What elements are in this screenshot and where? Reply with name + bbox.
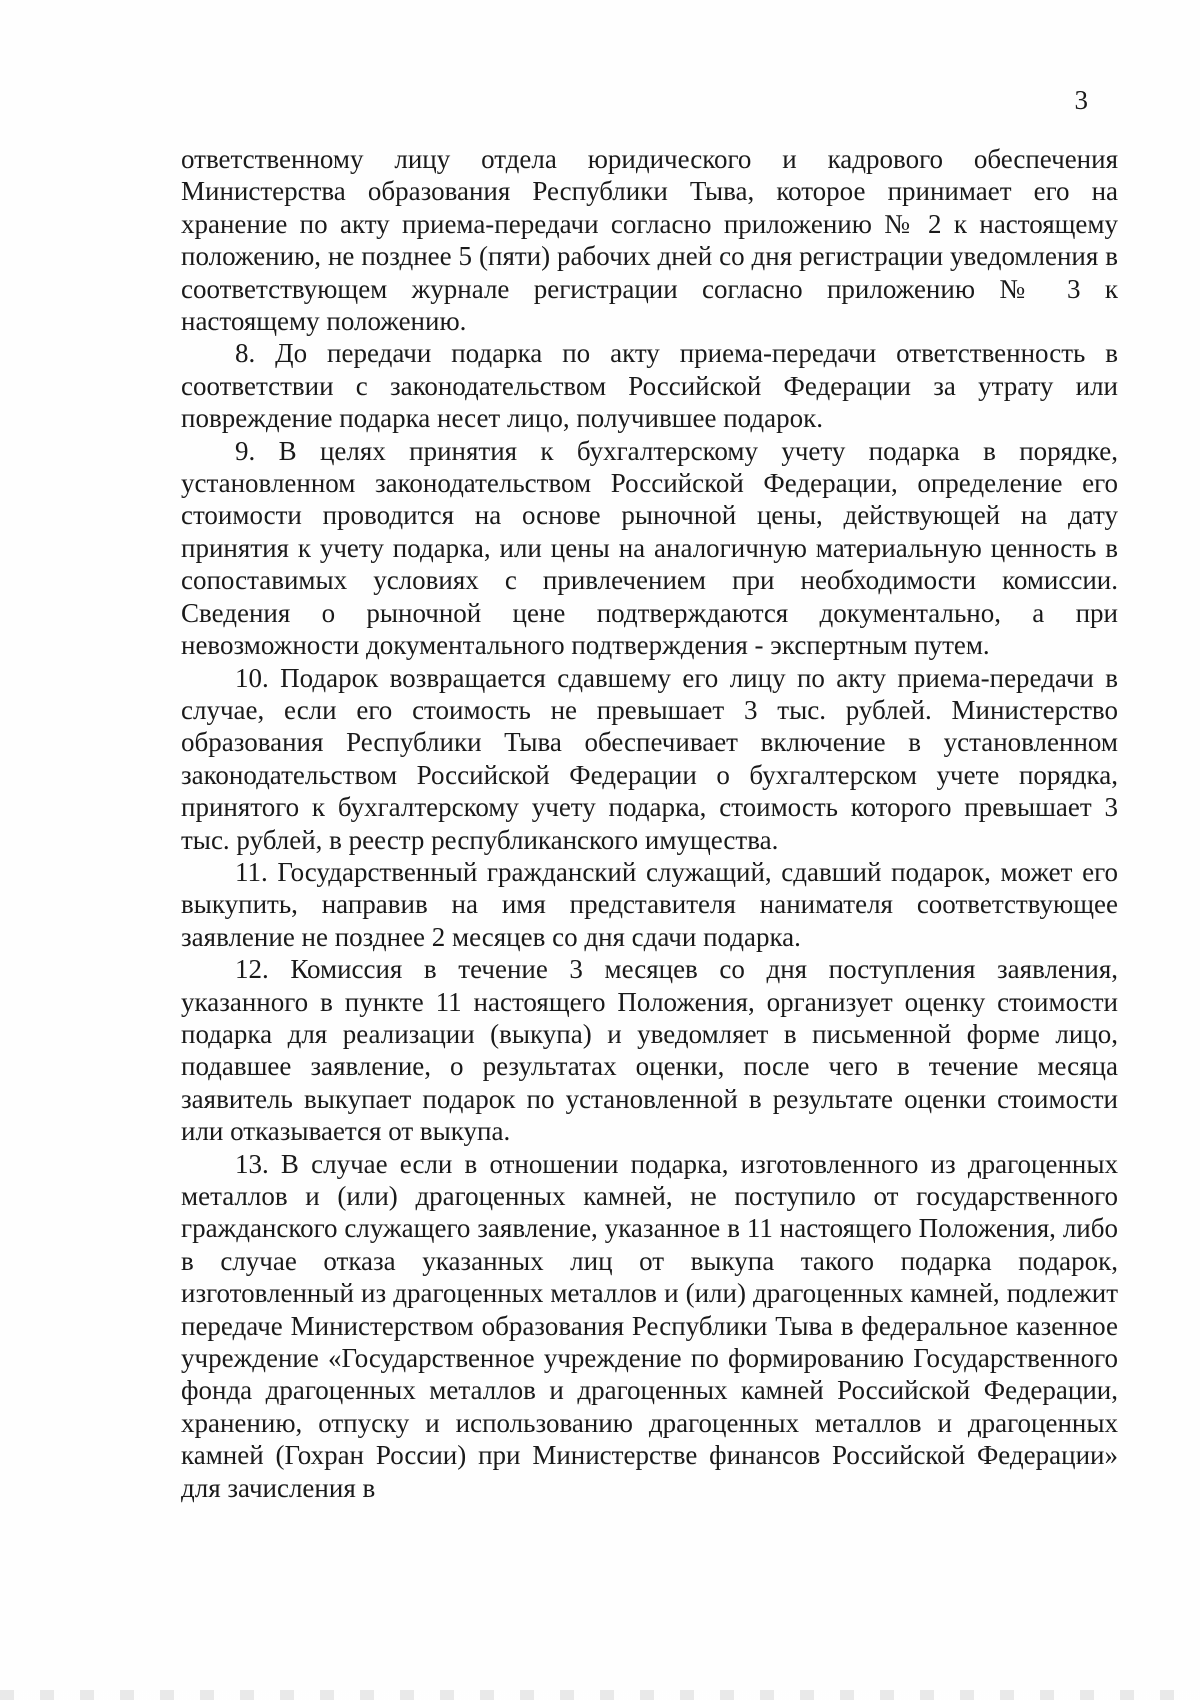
paragraph-continuation: ответственному лицу отдела юридического и кадрового обеспечения Министерства образования Республики Тыва, которое принимает его на хранение по акту приема-передачи согласно приложению № 2 к настоящему положению, не позднее 5 (пяти) рабочих дней со дня регистрации уведомления в соответствующем журнале регистрации согласно приложению № 3 к настоящему положению. xyxy=(181,144,1118,337)
document-body xyxy=(181,143,1118,1504)
paragraph-item-11: 11. Государственный гражданский служащий, сдавший подарок, может его выкупить, направив на имя представителя нанимателя соответствующее заявление не позднее 2 месяцев со дня сдачи подарка. xyxy=(181,856,1118,952)
page-number: 3 xyxy=(1074,85,1088,115)
paragraph-item-8: 8. До передачи подарка по акту приема-передачи ответственность в соответствии с законодательством Российской Федерации за утрату или повреждение подарка несет лицо, получившее подарок. xyxy=(181,338,1118,434)
paragraph-item-12: 12. Комиссия в течение 3 месяцев со дня поступления заявления, указанного в пункте 11 настоящего Положения, организует оценку стоимости подарка для реализации (выкупа) и уведомляет в письменной форме лицо, подавшее заявление, о результатах оценки, после чего в течение месяца заявитель выкупает подарок по установленной в результате оценки стоимости или отказывается от выкупа. xyxy=(181,954,1118,1147)
paragraph-item-10: 10. Подарок возвращается сдавшему его лицу по акту приема-передачи в случае, если его стоимость не превышает 3 тыс. рублей. Министерство образования Республики Тыва обеспечивает включение в установленном законодательством Российской Федерации о бухгалтерском учете порядка, принятого к бухгалтерскому учету подарка, стоимость которого превышает 3 тыс. рублей, в реестр республиканского имущества. xyxy=(181,662,1118,855)
scan-edge-artifact xyxy=(0,1690,1200,1700)
paragraph-item-9: 9. В целях принятия к бухгалтерскому учету подарка в порядке, установленном законодательством Российской Федерации, определение его стоимости проводится на основе рыночной цены, действующей на дату принятия к учету подарка, или цены на аналогичную материальную ценность в сопоставимых условиях с привлечением при необходимости комиссии. Сведения о рыночной цене подтверждаются документально, а при невозможности документального подтверждения - экспертным путем. xyxy=(181,435,1118,661)
paragraph-item-13: 13. В случае если в отношении подарка, изготовленного из драгоценных металлов и (или) драгоценных камней, не поступило от государственного гражданского служащего заявление, указанное в 11 настоящего Положения, либо в случае отказа указанных лиц от выкупа такого подарка подарок, изготовленный из драгоценных металлов и (или) драгоценных камней, подлежит передаче Министерством образования Республики Тыва в федеральное казенное учреждение «Государственное учреждение по формированию Государственного фонда драгоценных металлов и драгоценных камней Российской Федерации, хранению, отпуску и использованию драгоценных металлов и драгоценных камней (Гохран России) при Министерстве финансов Российской Федерации» для зачисления в xyxy=(181,1148,1118,1503)
